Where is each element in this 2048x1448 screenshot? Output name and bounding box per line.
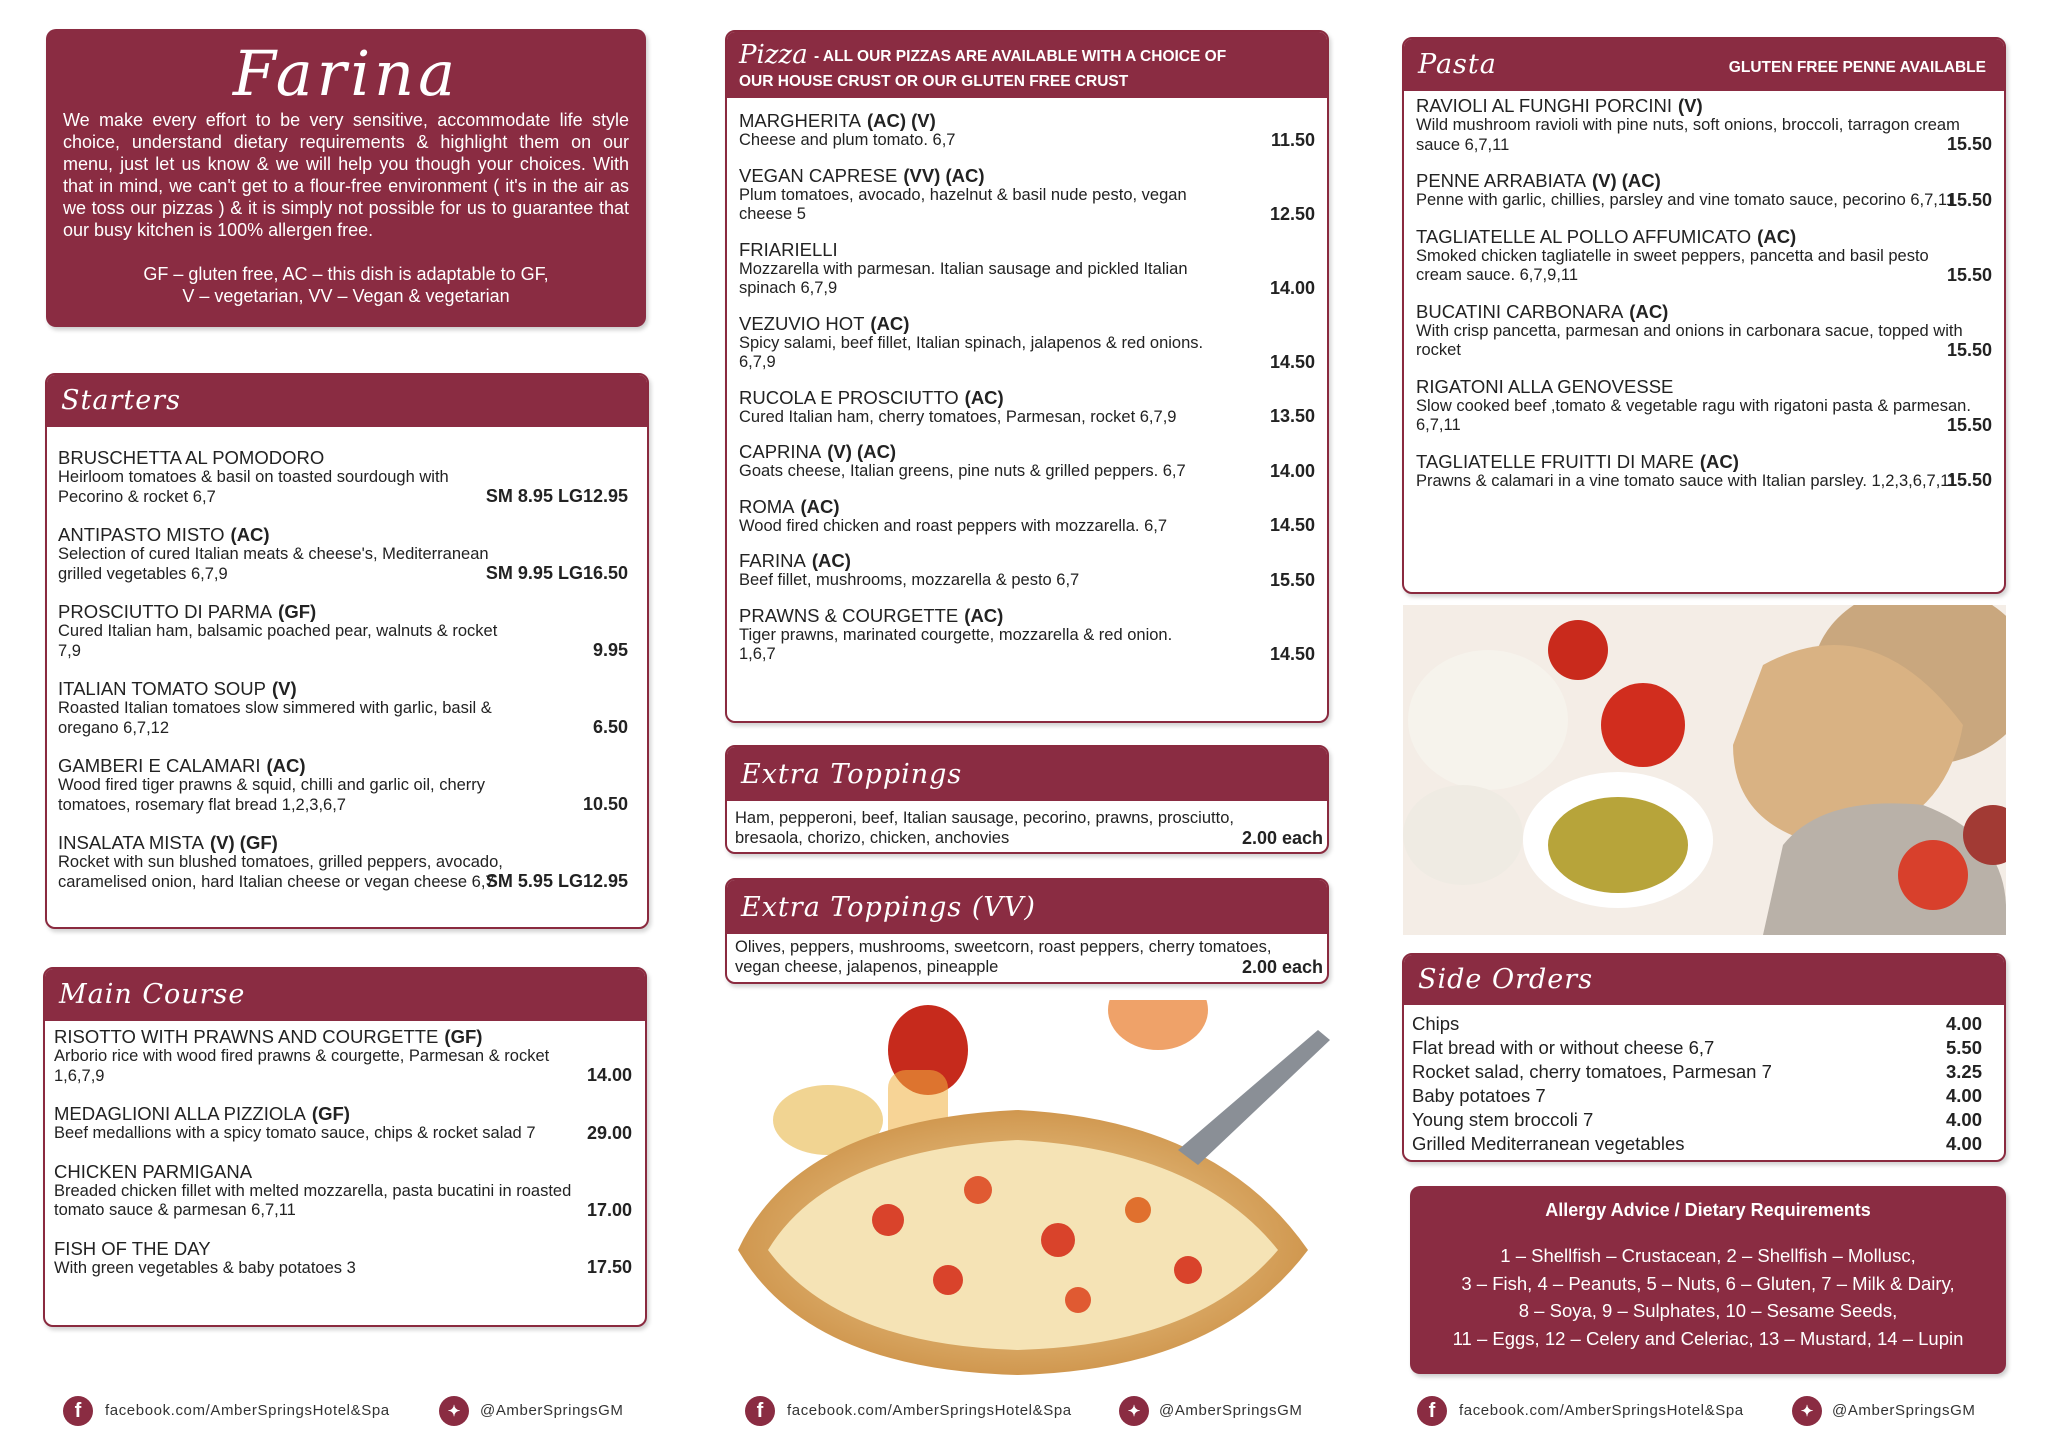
- menu-item-name: [58, 678, 632, 699]
- diet-tag: (AC): [1757, 225, 1797, 247]
- menu-item-description: Goats cheese, Italian greens, pine nuts & grilled peppers. 6,7: [739, 462, 1186, 480]
- dish-name: TAGLIATELLE AL POLLO AFFUMICATO: [1416, 225, 1752, 247]
- menu-item-price: 14.50: [1269, 515, 1315, 535]
- menu-item-description: Mozzarella with parmesan. Italian sausage and pickled Italian spinach 6,7,9: [739, 259, 1188, 297]
- menu-item-price: 15.50: [1946, 189, 1992, 210]
- dish-name: CAPRINA: [739, 441, 822, 462]
- side-orders-header: [1404, 955, 2004, 1005]
- menu-item-price: 10.50: [582, 794, 628, 814]
- dish-name: VEZUVIO HOT: [739, 312, 865, 334]
- menu-item-description: Cheese and plum tomato. 6,7: [739, 131, 956, 149]
- dish-name: VEGAN CAPRESE: [739, 164, 898, 186]
- menu-item: [58, 447, 632, 507]
- menu-item-description: Wild mushroom ravioli with pine nuts, soft onions, broccoli, tarragon cream sauce 6,7,11: [1416, 116, 1960, 154]
- menu-item-price: 15.50: [1269, 569, 1315, 590]
- twitter-link[interactable]: @AmberSpringsGM: [1832, 1402, 1976, 1419]
- menu-item-description: Slow cooked beef ,tomato & vegetable ragu with rigatoni pasta & parmesan. 6,7,11: [1416, 396, 1971, 434]
- menu-item-name: [739, 313, 1319, 334]
- menu-item-price: 13.50: [1269, 406, 1315, 426]
- dish-name: CHICKEN PARMIGANA: [54, 1160, 253, 1182]
- intro-box: [46, 29, 646, 327]
- menu-item: [1416, 451, 1996, 492]
- menu-item-description: Prawns & calamari in a vine tomato sauce with Italian parsley. 1,2,3,6,7,11: [1416, 471, 1958, 490]
- menu-item-price: 11.50: [1270, 129, 1315, 150]
- menu-item-name: [1416, 301, 1996, 322]
- diet-tag: (AC): [964, 386, 1004, 408]
- menu-item-description: Rocket with sun blushed tomatoes, grilled peppers, avocado, caramelised onion, hard Italian cheese or vegan cheese 6,7: [58, 853, 503, 891]
- menu-item: [58, 755, 632, 815]
- extra-toppings-title: Extra Toppings: [741, 759, 963, 790]
- menu-item: [54, 1103, 636, 1144]
- diet-tag: (AC): [230, 524, 270, 545]
- menu-item-price: 14.00: [1269, 277, 1315, 298]
- diet-tag: (AC): [1699, 450, 1739, 472]
- dish-name: BRUSCHETTA AL POMODORO: [58, 447, 325, 468]
- pasta-list: [1416, 95, 1996, 506]
- pizza-panel: [725, 30, 1329, 723]
- menu-item-description: Tiger prawns, marinated courgette, mozzarella & red onion. 1,6,7: [739, 625, 1173, 663]
- menu-item: [739, 110, 1319, 151]
- side-order-name: Young stem broccoli 7: [1412, 1109, 1594, 1130]
- menu-item-description: Spicy salami, beef fillet, Italian spinach, jalapenos & red onions. 6,7,9: [739, 333, 1204, 371]
- pizza-photo: [718, 1000, 1338, 1380]
- side-order-price: 3.25: [1945, 1061, 1982, 1082]
- dish-name: RAVIOLI AL FUNGHI PORCINI: [1416, 95, 1672, 116]
- pizza-header: [727, 32, 1327, 98]
- menu-item-price: 12.50: [1269, 203, 1315, 224]
- twitter-icon[interactable]: ✦: [1119, 1396, 1149, 1426]
- side-order-row: [1412, 1037, 1992, 1061]
- menu-item-name: [1416, 226, 1996, 247]
- menu-item-price: 15.50: [1946, 339, 1992, 360]
- menu-item-description: Heirloom tomatoes & basil on toasted sourdough with Pecorino & rocket 6,7: [58, 468, 449, 506]
- dish-name: RUCOLA E PROSCIUTTO: [739, 386, 959, 408]
- dish-name: ANTIPASTO MISTO: [58, 524, 225, 545]
- diet-tag: (AC) (V): [866, 110, 936, 131]
- menu-item: [739, 239, 1319, 299]
- allergy-lines: [1410, 1242, 2006, 1352]
- menu-item-description: Cured Italian ham, cherry tomatoes, Parmesan, rocket 6,7,9: [739, 407, 1177, 426]
- side-order-name: Chips: [1412, 1013, 1460, 1034]
- menu-item-description: Beef fillet, mushrooms, mozzarella & pesto 6,7: [739, 571, 1080, 589]
- diet-tag: (AC): [964, 604, 1004, 626]
- menu-item-price: 14.00: [586, 1065, 632, 1085]
- menu-item-name: [54, 1103, 636, 1124]
- diet-tag: (V) (AC): [1591, 170, 1661, 191]
- menu-item-description: Selection of cured Italian meats & cheese's, Mediterranean grilled vegetables 6,7,9: [58, 545, 489, 583]
- menu-item-name: [739, 441, 1319, 462]
- menu-item-description: Wood fired chicken and roast peppers with mozzarella. 6,7: [739, 516, 1168, 535]
- menu-item-description: Arborio rice with wood fired prawns & courgette, Parmesan & rocket 1,6,7,9: [54, 1047, 550, 1085]
- main-course-panel: [43, 967, 647, 1327]
- menu-item-price: 9.95: [592, 640, 628, 660]
- menu-item-price: SM 5.95 LG12.95: [485, 871, 628, 891]
- menu-item-name: [1416, 451, 1996, 472]
- menu-item-description: Breaded chicken fillet with melted mozzarella, pasta bucatini in roasted tomato sauce & parmesan 6,7,11: [54, 1181, 572, 1219]
- side-orders-panel: [1402, 953, 2006, 1162]
- side-order-name: Flat bread with or without cheese 6,7: [1412, 1037, 1715, 1058]
- pizza-subtitle-1: - ALL OUR PIZZAS ARE AVAILABLE WITH A CHOICE OF: [814, 48, 1227, 65]
- antipasto-photo: [1403, 605, 2006, 935]
- menu-item-name: [58, 447, 632, 468]
- diet-tag: (V): [1677, 95, 1703, 116]
- side-order-name: Baby potatoes 7: [1412, 1085, 1546, 1106]
- menu-item-name: [1416, 376, 1996, 397]
- menu-item-price: 14.50: [1269, 351, 1315, 372]
- side-order-row: [1412, 1133, 1992, 1157]
- menu-item: [739, 605, 1319, 665]
- dish-name: TAGLIATELLE FRUITTI DI MARE: [1416, 450, 1694, 472]
- side-order-price: 5.50: [1945, 1037, 1982, 1058]
- footer-left: [63, 1396, 683, 1430]
- side-order-price: 4.00: [1945, 1109, 1982, 1130]
- dish-name: FRIARIELLI: [739, 238, 838, 260]
- menu-item-name: [739, 110, 1319, 131]
- menu-item: [739, 165, 1319, 225]
- menu-item-price: 17.00: [586, 1199, 632, 1220]
- dish-name: MARGHERITA: [739, 110, 861, 131]
- twitter-link[interactable]: @AmberSpringsGM: [1159, 1402, 1303, 1419]
- twitter-link[interactable]: @AmberSpringsGM: [480, 1402, 624, 1419]
- pizza-list: [739, 110, 1319, 679]
- menu-item-description: Wood fired tiger prawns & squid, chilli and garlic oil, cherry tomatoes, rosemary flat bread 1,2,3,6,7: [58, 776, 486, 814]
- menu-item-price: 15.50: [1946, 134, 1992, 154]
- menu-item: [54, 1026, 636, 1086]
- menu-item-name: [1416, 95, 1996, 116]
- allergy-title: Allergy Advice / Dietary Requirements: [1545, 1200, 1871, 1220]
- facebook-icon[interactable]: f: [1417, 1396, 1447, 1426]
- side-order-row: [1412, 1085, 1992, 1109]
- dish-name: BUCATINI CARBONARA: [1416, 300, 1624, 322]
- side-order-price: 4.00: [1945, 1013, 1982, 1034]
- extra-toppings-vv-panel: [725, 878, 1329, 984]
- extra-toppings-vv-price: 2.00 each: [1241, 957, 1323, 977]
- facebook-link[interactable]: facebook.com/AmberSpringsHotel&Spa: [1459, 1402, 1744, 1419]
- menu-item-name: [1416, 170, 1996, 191]
- menu-item-name: [739, 165, 1319, 186]
- diet-key-line-1: GF – gluten free, AC – this dish is adaptable to GF,: [143, 264, 549, 284]
- intro-text: We make every effort to be very sensitive, accommodate life style choice, understand dietary requirements & highlight them on our menu, just let us know & we will help you though your choices. With that in mind, we can't get to a flour-free environment ( it's in the air as we toss our pizzas ) & it is simply not possible for us to guarantee that our busy kitchen is 100% allergen free.: [63, 110, 629, 240]
- pasta-title: Pasta: [1418, 49, 1497, 80]
- menu-item-name: [58, 601, 632, 622]
- menu-item-price: 15.50: [1946, 470, 1992, 490]
- facebook-link[interactable]: facebook.com/AmberSpringsHotel&Spa: [787, 1402, 1072, 1419]
- menu-item-name: [739, 496, 1319, 517]
- twitter-icon[interactable]: ✦: [1792, 1396, 1822, 1426]
- dish-name: PRAWNS & COURGETTE: [739, 604, 959, 626]
- extra-toppings-header: [727, 747, 1327, 801]
- side-order-row: [1412, 1061, 1992, 1085]
- footer-middle: [745, 1396, 1365, 1430]
- allergy-line: 1 – Shellfish – Crustacean, 2 – Shellfish – Mollusc,: [1500, 1245, 1916, 1266]
- footer-right: [1417, 1396, 2037, 1430]
- menu-item-name: [739, 239, 1319, 260]
- menu-item: [1416, 170, 1996, 211]
- menu-item-price: SM 9.95 LG16.50: [485, 563, 628, 583]
- menu-item: [58, 524, 632, 584]
- side-order-price: 4.00: [1945, 1085, 1982, 1106]
- menu-item-description: Smoked chicken tagliatelle in sweet peppers, pancetta and basil pesto cream sauce. 6,7,9,11: [1416, 246, 1929, 284]
- diet-tag: (GF): [278, 601, 317, 622]
- dish-name: RIGATONI ALLA GENOVESSE: [1416, 375, 1674, 397]
- menu-item: [58, 832, 632, 892]
- twitter-icon[interactable]: ✦: [439, 1396, 469, 1426]
- menu-item-name: [739, 387, 1319, 408]
- extra-toppings-vv-header: [727, 880, 1327, 934]
- menu-item-price: 14.50: [1269, 643, 1315, 664]
- pasta-panel: [1402, 37, 2006, 594]
- side-order-name: Grilled Mediterranean vegetables: [1412, 1133, 1685, 1154]
- menu-item: [58, 678, 632, 738]
- menu-item-description: Roasted Italian tomatoes slow simmered with garlic, basil & oregano 6,7,12: [58, 699, 492, 737]
- extra-toppings-panel: [725, 745, 1329, 854]
- diet-key-line-2: V – vegetarian, VV – Vegan & vegetarian: [182, 286, 510, 306]
- starters-list: [58, 447, 632, 909]
- main-course-title: Main Course: [59, 979, 246, 1010]
- side-order-row: [1412, 1109, 1992, 1133]
- menu-item-name: [54, 1161, 636, 1182]
- menu-item: [54, 1238, 636, 1279]
- menu-item-price: 14.00: [1269, 460, 1315, 481]
- menu-item: [739, 496, 1319, 537]
- menu-item-name: [54, 1026, 636, 1047]
- dish-name: FARINA: [739, 550, 806, 571]
- menu-item-description: Beef medallions with a spicy tomato sauce, chips & rocket salad 7: [54, 1124, 536, 1142]
- diet-tag: (V) (GF): [209, 832, 278, 853]
- dish-name: PROSCIUTTO DI PARMA: [58, 601, 273, 622]
- starters-panel: [45, 373, 649, 929]
- menu-item-description: Cured Italian ham, balsamic poached pear, walnuts & rocket 7,9: [58, 622, 498, 660]
- side-order-price: 4.00: [1945, 1133, 1982, 1154]
- menu-item: [1416, 376, 1996, 436]
- restaurant-logo: Farina: [232, 37, 460, 110]
- menu-item-price: 17.50: [586, 1257, 632, 1277]
- pasta-header: [1404, 39, 2004, 91]
- dish-name: RISOTTO WITH PRAWNS AND COURGETTE: [54, 1026, 439, 1047]
- diet-tag: (AC): [870, 312, 910, 334]
- menu-item: [58, 601, 632, 661]
- menu-item-description: Plum tomatoes, avocado, hazelnut & basil nude pesto, vegan cheese 5: [739, 185, 1187, 223]
- main-course-list: [54, 1026, 636, 1295]
- allergy-line: 3 – Fish, 4 – Peanuts, 5 – Nuts, 6 – Gluten, 7 – Milk & Dairy,: [1461, 1272, 1955, 1294]
- diet-tag: (GF): [311, 1103, 350, 1124]
- pizza-title: Pizza: [739, 40, 808, 70]
- extra-toppings-desc: Ham, pepperoni, beef, Italian sausage, pecorino, prawns, prosciutto, bresaola, chorizo, chicken, anchovies: [735, 809, 1234, 847]
- dish-name: ITALIAN TOMATO SOUP: [58, 678, 266, 699]
- pasta-gf-note: GLUTEN FREE PENNE AVAILABLE: [1728, 59, 1986, 76]
- menu-item-description: With crisp pancetta, parmesan and onions in carbonara sacue, topped with rocket: [1416, 321, 1963, 359]
- diet-tag: (GF): [444, 1026, 483, 1047]
- diet-tag: (AC): [266, 755, 306, 776]
- extra-toppings-price: 2.00 each: [1241, 828, 1323, 848]
- menu-item-name: [54, 1238, 636, 1259]
- diet-tag: (V): [272, 678, 297, 699]
- menu-item-price: 29.00: [586, 1122, 632, 1143]
- starters-title: Starters: [61, 385, 181, 416]
- extra-toppings-vv-desc: Olives, peppers, mushrooms, sweetcorn, roast peppers, cherry tomatoes, vegan cheese, jalapenos, pineapple: [735, 938, 1272, 976]
- menu-item: [739, 387, 1319, 428]
- menu-item-name: [58, 524, 632, 545]
- side-order-name: Rocket salad, cherry tomatoes, Parmesan 7: [1412, 1061, 1772, 1082]
- diet-tag: (AC): [800, 495, 840, 517]
- menu-item-name: [58, 832, 632, 853]
- main-course-header: [45, 969, 645, 1021]
- menu-item: [739, 441, 1319, 482]
- menu-item-price: 15.50: [1946, 264, 1992, 285]
- menu-item: [54, 1161, 636, 1221]
- dish-name: PENNE ARRABIATA: [1416, 170, 1586, 191]
- side-order-row: [1412, 1013, 1992, 1037]
- menu-item-price: SM 8.95 LG12.95: [485, 486, 628, 506]
- dish-name: ROMA: [739, 495, 795, 517]
- menu-item: [1416, 301, 1996, 361]
- facebook-icon[interactable]: f: [63, 1396, 93, 1426]
- starters-header: [47, 375, 647, 427]
- menu-item: [739, 550, 1319, 591]
- menu-item: [1416, 226, 1996, 286]
- diet-tag: (VV) (AC): [903, 164, 985, 186]
- facebook-link[interactable]: facebook.com/AmberSpringsHotel&Spa: [105, 1402, 390, 1419]
- menu-item-name: [58, 755, 632, 776]
- menu-item: [739, 313, 1319, 373]
- diet-tag: (AC): [1629, 300, 1669, 322]
- extra-toppings-vv-title: Extra Toppings (VV): [741, 892, 1036, 923]
- pizza-subtitle-2: OUR HOUSE CRUST OR OUR GLUTEN FREE CRUST: [739, 73, 1129, 90]
- menu-item-price: 6.50: [592, 717, 628, 737]
- menu-item-name: [739, 605, 1319, 626]
- dish-name: FISH OF THE DAY: [54, 1237, 211, 1259]
- menu-item-description: Penne with garlic, chillies, parsley and vine tomato sauce, pecorino 6,7,11: [1416, 191, 1955, 209]
- facebook-icon[interactable]: f: [745, 1396, 775, 1426]
- dish-name: GAMBERI E CALAMARI: [58, 755, 261, 776]
- menu-item: [1416, 95, 1996, 155]
- menu-item-description: With green vegetables & baby potatoes 3: [54, 1258, 356, 1277]
- allergy-line: 8 – Soya, 9 – Sulphates, 10 – Sesame Seeds,: [1518, 1300, 1898, 1321]
- diet-tag: (AC): [811, 550, 851, 571]
- dish-name: MEDAGLIONI ALLA PIZZIOLA: [54, 1103, 306, 1124]
- menu-item-name: [739, 550, 1319, 571]
- diet-tag: (V) (AC): [827, 441, 897, 462]
- menu-item-price: 15.50: [1946, 414, 1992, 435]
- allergy-advice-box: [1410, 1186, 2006, 1374]
- dish-name: INSALATA MISTA: [58, 832, 204, 853]
- side-orders-title: Side Orders: [1418, 964, 1594, 995]
- allergy-line: 11 – Eggs, 12 – Celery and Celeriac, 13 – Mustard, 14 – Lupin: [1452, 1327, 1964, 1349]
- side-orders-list: [1412, 1013, 1992, 1157]
